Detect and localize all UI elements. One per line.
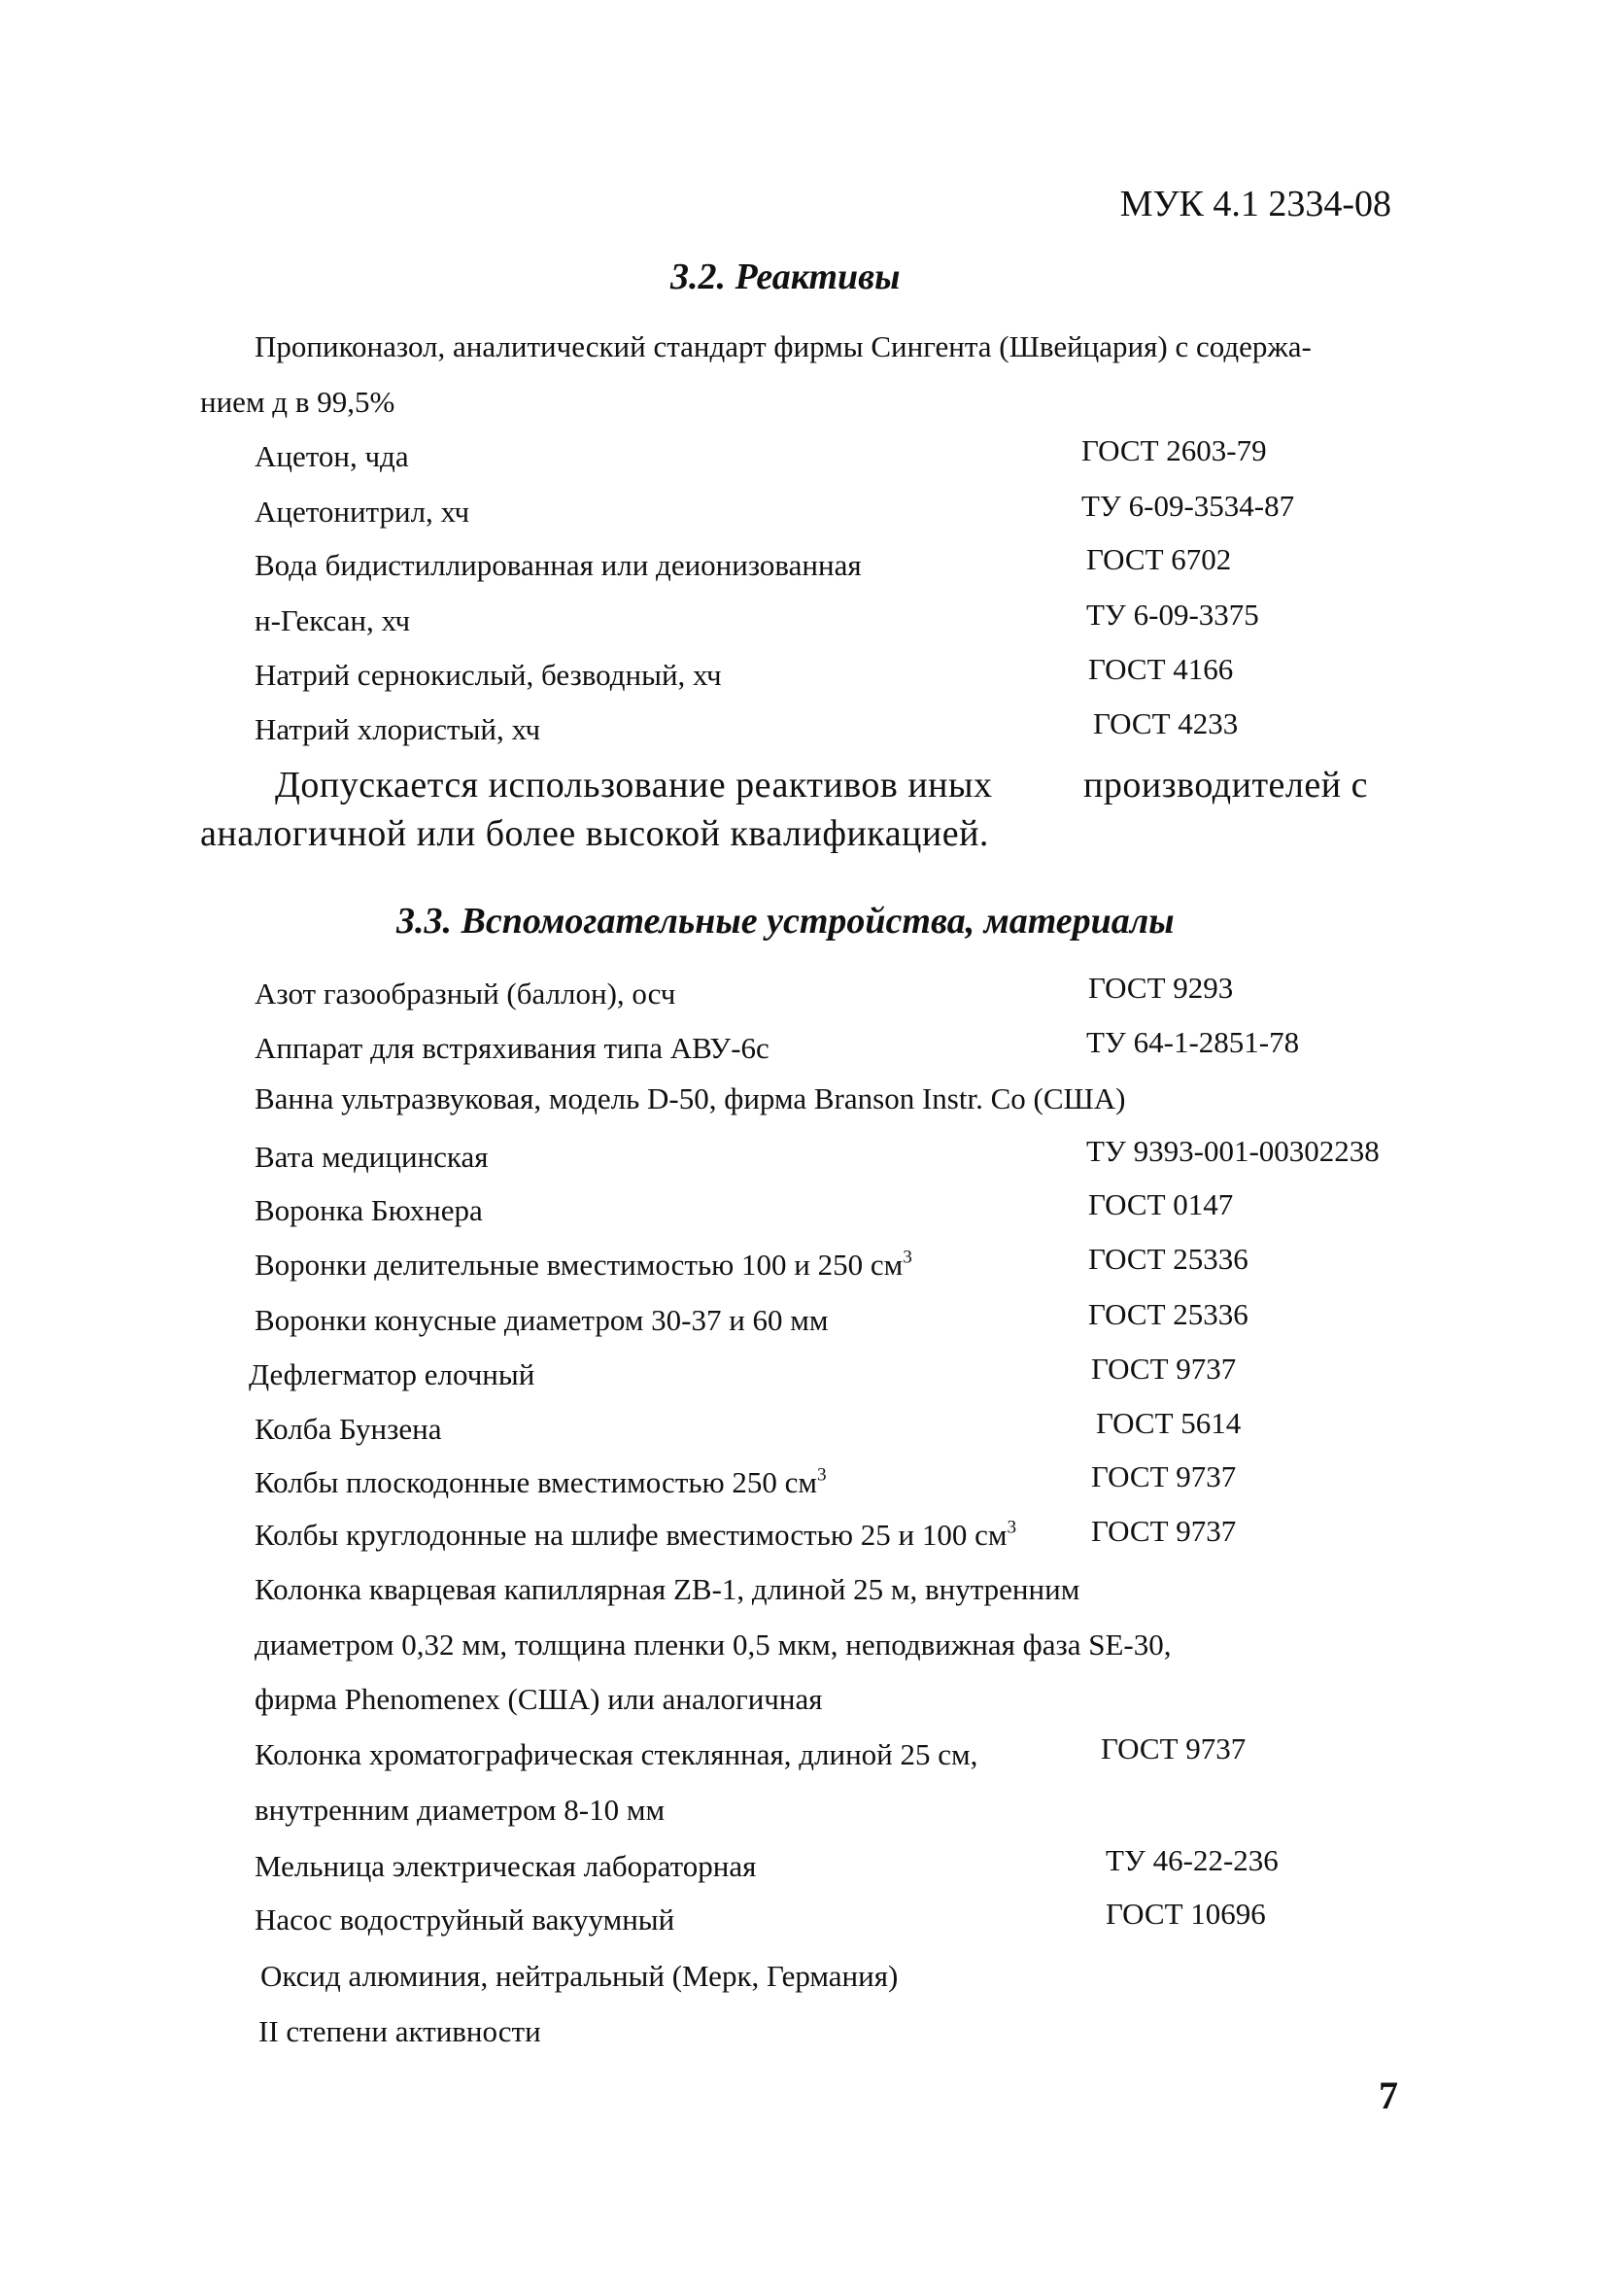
material-name: Воронка Бюхнера	[255, 1193, 483, 1227]
reagent-name: Ацетонитрил, хч	[255, 495, 470, 529]
section-3-2-intro-line1: Пропиконазол, аналитический стандарт фирмы Сингента (Швейцария) с содержа-	[255, 329, 1312, 363]
section-3-3-title: 3.3. Вспомогательные устройства, материалы	[396, 901, 1175, 942]
material-name: Колба Бунзена	[255, 1412, 442, 1446]
reagent-ref: ТУ 6-09-3375	[1086, 598, 1259, 632]
reagent-name: Ацетон, чда	[255, 439, 409, 473]
material-name: диаметром 0,32 мм, толщина пленки 0,5 мкм, неподвижная фаза SE-30,	[255, 1628, 1172, 1662]
material-ref: ГОСТ 10696	[1106, 1897, 1266, 1931]
reagent-name: Вода бидистиллированная или деионизованная	[255, 548, 862, 582]
material-name: Ванна ультразвуковая, модель D-50, фирма Branson Instr. Co (США)	[255, 1081, 1126, 1115]
material-name: Вата медицинская	[255, 1140, 489, 1174]
material-name: II степени активности	[258, 2014, 541, 2048]
material-ref: ГОСТ 25336	[1088, 1242, 1248, 1276]
unit-superscript: 3	[1007, 1517, 1017, 1538]
material-ref: ТУ 9393-001-00302238	[1086, 1134, 1380, 1168]
section-3-2-intro-line2: нием д в 99,5%	[200, 385, 395, 419]
material-ref: ГОСТ 9737	[1101, 1731, 1247, 1765]
document-code: МУК 4.1 2334-08	[1119, 184, 1391, 224]
material-name: Оксид алюминия, нейтральный (Мерк, Германия)	[260, 1959, 899, 1993]
material-name-with-unit	[255, 1518, 1016, 1553]
material-ref: ТУ 46-22-236	[1106, 1843, 1279, 1877]
note-line1-end: производителей с	[1083, 765, 1368, 805]
unit-superscript: 3	[817, 1464, 827, 1486]
reagent-ref: ГОСТ 4166	[1088, 652, 1234, 686]
material-name: Воронки делительные вместимостью 100 и 250 см	[255, 1248, 904, 1282]
material-ref: ГОСТ 5614	[1096, 1406, 1242, 1440]
reagent-name: Натрий хлористый, хч	[255, 712, 541, 746]
material-name-with-unit	[255, 1248, 912, 1283]
note-line1-start: Допускается использование реактивов иных	[275, 765, 993, 805]
reagent-ref: ТУ 6-09-3534-87	[1081, 489, 1295, 523]
unit-superscript: 3	[903, 1247, 912, 1268]
reagent-ref: ГОСТ 4233	[1093, 706, 1239, 740]
material-ref: ГОСТ 9737	[1091, 1514, 1237, 1548]
material-name: Колонка кварцевая капиллярная ZB-1, длиной 25 м, внутренним	[255, 1572, 1080, 1606]
material-name: Колбы круглодонные на шлифе вместимостью 25 и 100 см	[255, 1518, 1008, 1552]
material-name: Воронки конусные диаметром 30-37 и 60 мм	[255, 1303, 829, 1337]
material-ref: ГОСТ 9737	[1091, 1459, 1237, 1493]
material-name: Дефлегматор елочный	[249, 1357, 535, 1391]
material-ref: ТУ 64-1-2851-78	[1086, 1025, 1300, 1059]
material-name: Мельница электрическая лабораторная	[255, 1849, 757, 1883]
material-ref: ГОСТ 0147	[1088, 1187, 1234, 1221]
reagent-ref: ГОСТ 2603-79	[1081, 433, 1267, 467]
section-3-2-title: 3.2. Реактивы	[670, 257, 901, 297]
material-ref: ГОСТ 25336	[1088, 1297, 1248, 1331]
page-number: 7	[1379, 2073, 1398, 2117]
material-name: Колонка хроматографическая стеклянная, длиной 25 см,	[255, 1737, 978, 1771]
material-name: Азот газообразный (баллон), осч	[255, 977, 676, 1011]
material-name: Аппарат для встряхивания типа АВУ-6с	[255, 1031, 769, 1065]
reagent-ref: ГОСТ 6702	[1086, 542, 1232, 576]
material-ref: ГОСТ 9737	[1091, 1352, 1237, 1386]
material-name: внутренним диаметром 8-10 мм	[255, 1793, 666, 1827]
material-name-with-unit	[255, 1465, 827, 1500]
material-name: Насос водоструйный вакуумный	[255, 1902, 675, 1936]
reagent-name: н-Гексан, хч	[255, 603, 411, 637]
material-name: фирма Phenomenex (США) или аналогичная	[255, 1682, 823, 1716]
material-ref: ГОСТ 9293	[1088, 971, 1234, 1005]
note-line2: аналогичной или более высокой квалификацией.	[200, 813, 989, 854]
reagent-name: Натрий сернокислый, безводный, хч	[255, 658, 722, 692]
material-name: Колбы плоскодонные вместимостью 250 см	[255, 1465, 818, 1499]
